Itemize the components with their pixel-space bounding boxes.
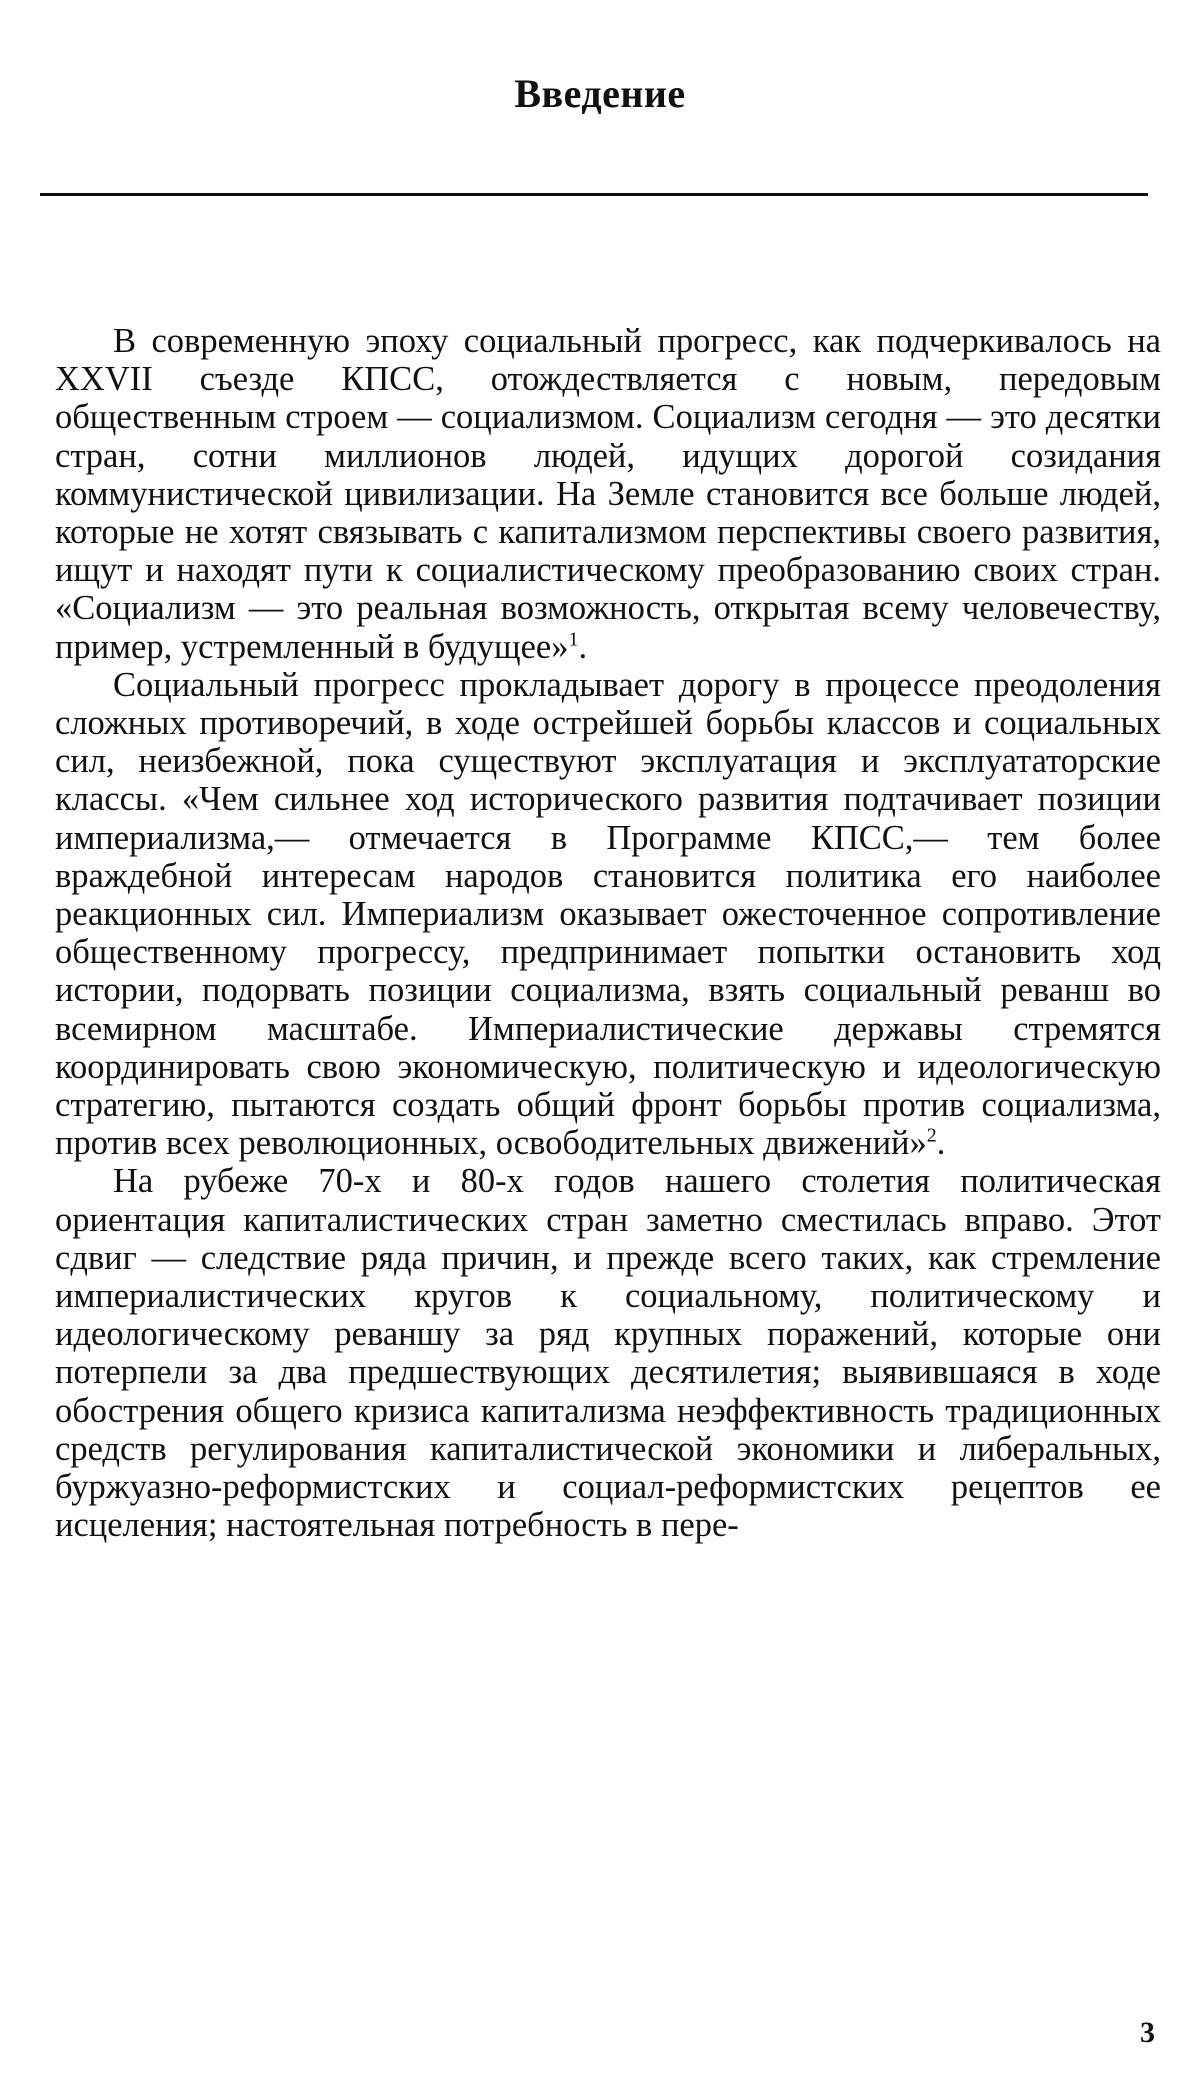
paragraph-end: . xyxy=(936,1124,946,1163)
footnote-marker: 1 xyxy=(568,628,579,651)
paragraph-text: На рубеже 70-х и 80-х годов нашего столетия политическая ориентация капиталистических стран заметно сместилась вправо. Этот сдвиг — следствие ряда причин, и прежде всего таких, как стремление империалистических кругов к социальному, политическому и идеологическому реваншу за ряд крупных поражений, которые они потерпели за два предшествующих десятилетия; выявившаяся в ходе обострения общего кризиса капитализма неэффективность традиционных средств регулирования капиталистической экономики и либеральных, буржуазно-реформистских и социал-реформистских рецептов ее исцеления; настоятельная потребность в пере- xyxy=(55,1162,1161,1545)
paragraph xyxy=(55,322,1161,666)
footnote-marker: 2 xyxy=(926,1124,937,1147)
paragraph xyxy=(55,1162,1161,1544)
paragraph xyxy=(55,666,1161,1163)
title-divider xyxy=(40,193,1148,196)
paragraph-text: В современную эпоху социальный прогресс, как подчеркивалось на XXVII съезде КПСС, отождествляется с новым, передовым общественным строем — социализмом. Социализм сегодня — это десятки стран, сотни миллионов людей, идущих дорогой созидания коммунистической цивилизации. На Земле становится все больше людей, которые не хотят связывать с капитализмом перспективы своего развития, ищут и находят пути к социалистическому преобразованию своих стран. «Социализм — это реальная возможность, открытая всему человечеству, пример, устремленный в будущее» xyxy=(55,322,1161,666)
body-text xyxy=(55,322,1161,1545)
chapter-title: Введение xyxy=(514,71,686,116)
page-number: 3 xyxy=(1140,2016,1155,2049)
paragraph-end: . xyxy=(578,627,588,666)
paragraph-text: Социальный прогресс прокладывает дорогу в процессе преодоления сложных противоречий, в ходе острейшей борьбы классов и социальных сил, неизбежной, пока существуют эксплуатация и эксплуататорские классы. «Чем сильнее ход исторического развития подтачивает позиции империализма,— отмечается в Программе КПСС,— тем более враждебной интересам народов становится политика его наиболее реакционных сил. Империализм оказывает ожесточенное сопротивление общественному прогрессу, предпринимает попытки остановить ход истории, подорвать позиции социализма, взять социальный реванш во всемирном масштабе. Империалистические державы стремятся координировать свою экономическую, политическую и идеологическую стратегию, пытаются создать общий фронт борьбы против социализма, против всех революционных, освободительных движений» xyxy=(55,665,1161,1163)
